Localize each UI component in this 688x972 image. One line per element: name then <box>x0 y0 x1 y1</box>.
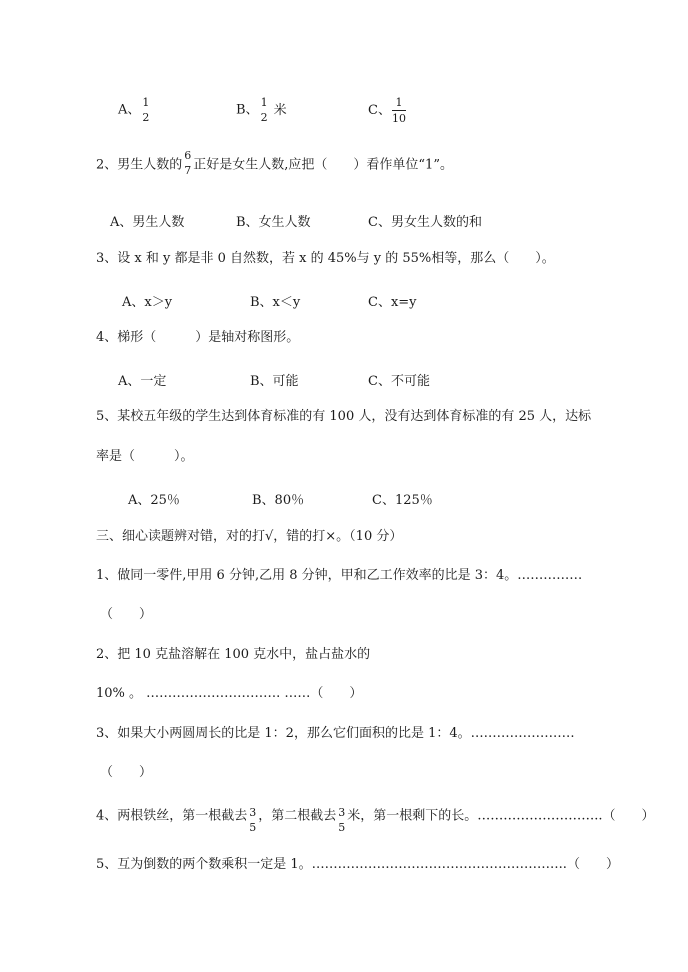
q5-option-a: A、25％ <box>128 493 180 508</box>
fraction <box>260 97 269 123</box>
q1-option-b <box>236 97 287 123</box>
fraction <box>248 807 257 833</box>
judge-item-1-answer: （ ） <box>100 607 153 622</box>
q3-option-a: A、x＞y <box>122 295 173 310</box>
question-text: 正好是女生人数,应把（ ）看作单位“1”。 <box>193 157 453 173</box>
denominator: 2 <box>260 110 268 124</box>
q3-option-c: C、x=y <box>368 295 417 310</box>
option-label: B、 <box>236 102 259 118</box>
question-5-line-2: 率是（ ）。 <box>96 449 194 464</box>
question-5-line-1: 5、某校五年级的学生达到体育标准的有 100 人，没有达到体育标准的有 25 人，达标 <box>96 409 592 424</box>
numerator: 1 <box>142 96 150 109</box>
numerator: 3 <box>249 806 257 819</box>
denominator: 5 <box>338 820 346 834</box>
question-text: 2、男生人数的 <box>96 157 183 173</box>
judge-item-3-line-1: 3、如果大小两圆周长的比是 1：2，那么它们面积的比是 1：4。…………………… <box>96 726 575 741</box>
judge-item-2-line-2: 10% 。 …………………………. ……（ ） <box>96 686 363 701</box>
numerator: 1 <box>392 97 406 111</box>
unit-text: 米 <box>273 102 287 118</box>
question-2 <box>96 149 453 178</box>
numerator: 6 <box>184 149 192 162</box>
item-text: ，第二根截去 <box>258 808 337 824</box>
option-label: C、 <box>368 103 391 119</box>
q2-option-a: A、男生人数 <box>110 215 185 230</box>
item-text: 4、两根铁丝，第一根截去 <box>96 808 248 824</box>
q4-option-a: A、一定 <box>118 374 167 389</box>
q4-option-c: C、不可能 <box>368 374 430 389</box>
numerator: 1 <box>260 96 268 109</box>
fraction <box>337 807 346 833</box>
q5-option-b: B、80％ <box>252 493 305 508</box>
judge-item-5: 5、互为倒数的两个数乘积一定是 1。…………………………………………………..（ ） <box>96 857 619 872</box>
denominator: 10 <box>391 111 406 125</box>
judge-item-4 <box>96 803 655 834</box>
option-label: A、 <box>118 102 141 118</box>
judge-item-2-line-1: 2、把 10 克盐溶解在 100 克水中，盐占盐水的 <box>96 647 371 662</box>
denominator: 5 <box>249 820 257 834</box>
question-3: 3、设 x 和 y 都是非 0 自然数，若 x 的 45%与 y 的 55%相等，那么（ ）。 <box>96 251 555 266</box>
q2-option-c: C、男女生人数的和 <box>368 215 482 230</box>
question-4: 4、梯形（ ）是轴对称图形。 <box>96 330 300 345</box>
judge-item-3-answer: （ ） <box>100 765 153 780</box>
denominator: 7 <box>184 163 192 177</box>
q1-option-a <box>118 97 151 123</box>
fraction <box>141 97 150 123</box>
q1-option-c <box>368 97 407 124</box>
q3-option-b: B、x＜y <box>250 295 301 310</box>
q4-option-b: B、可能 <box>250 374 299 389</box>
judge-item-1-line-1: 1、做同一零件,甲用 6 分钟,乙用 8 分钟，甲和乙工作效率的比是 3：4。…………… <box>96 568 583 583</box>
q2-option-b: B、女生人数 <box>236 215 311 230</box>
item-text: 米，第一根剩下的长。………………………..（ ） <box>347 808 655 824</box>
section-3-title: 三、细心读题辨对错，对的打√，错的打×。（10 分） <box>96 529 403 544</box>
denominator: 2 <box>142 110 150 124</box>
q5-option-c: C、125％ <box>372 493 433 508</box>
fraction <box>183 150 192 176</box>
numerator: 3 <box>338 806 346 819</box>
fraction <box>392 97 406 124</box>
